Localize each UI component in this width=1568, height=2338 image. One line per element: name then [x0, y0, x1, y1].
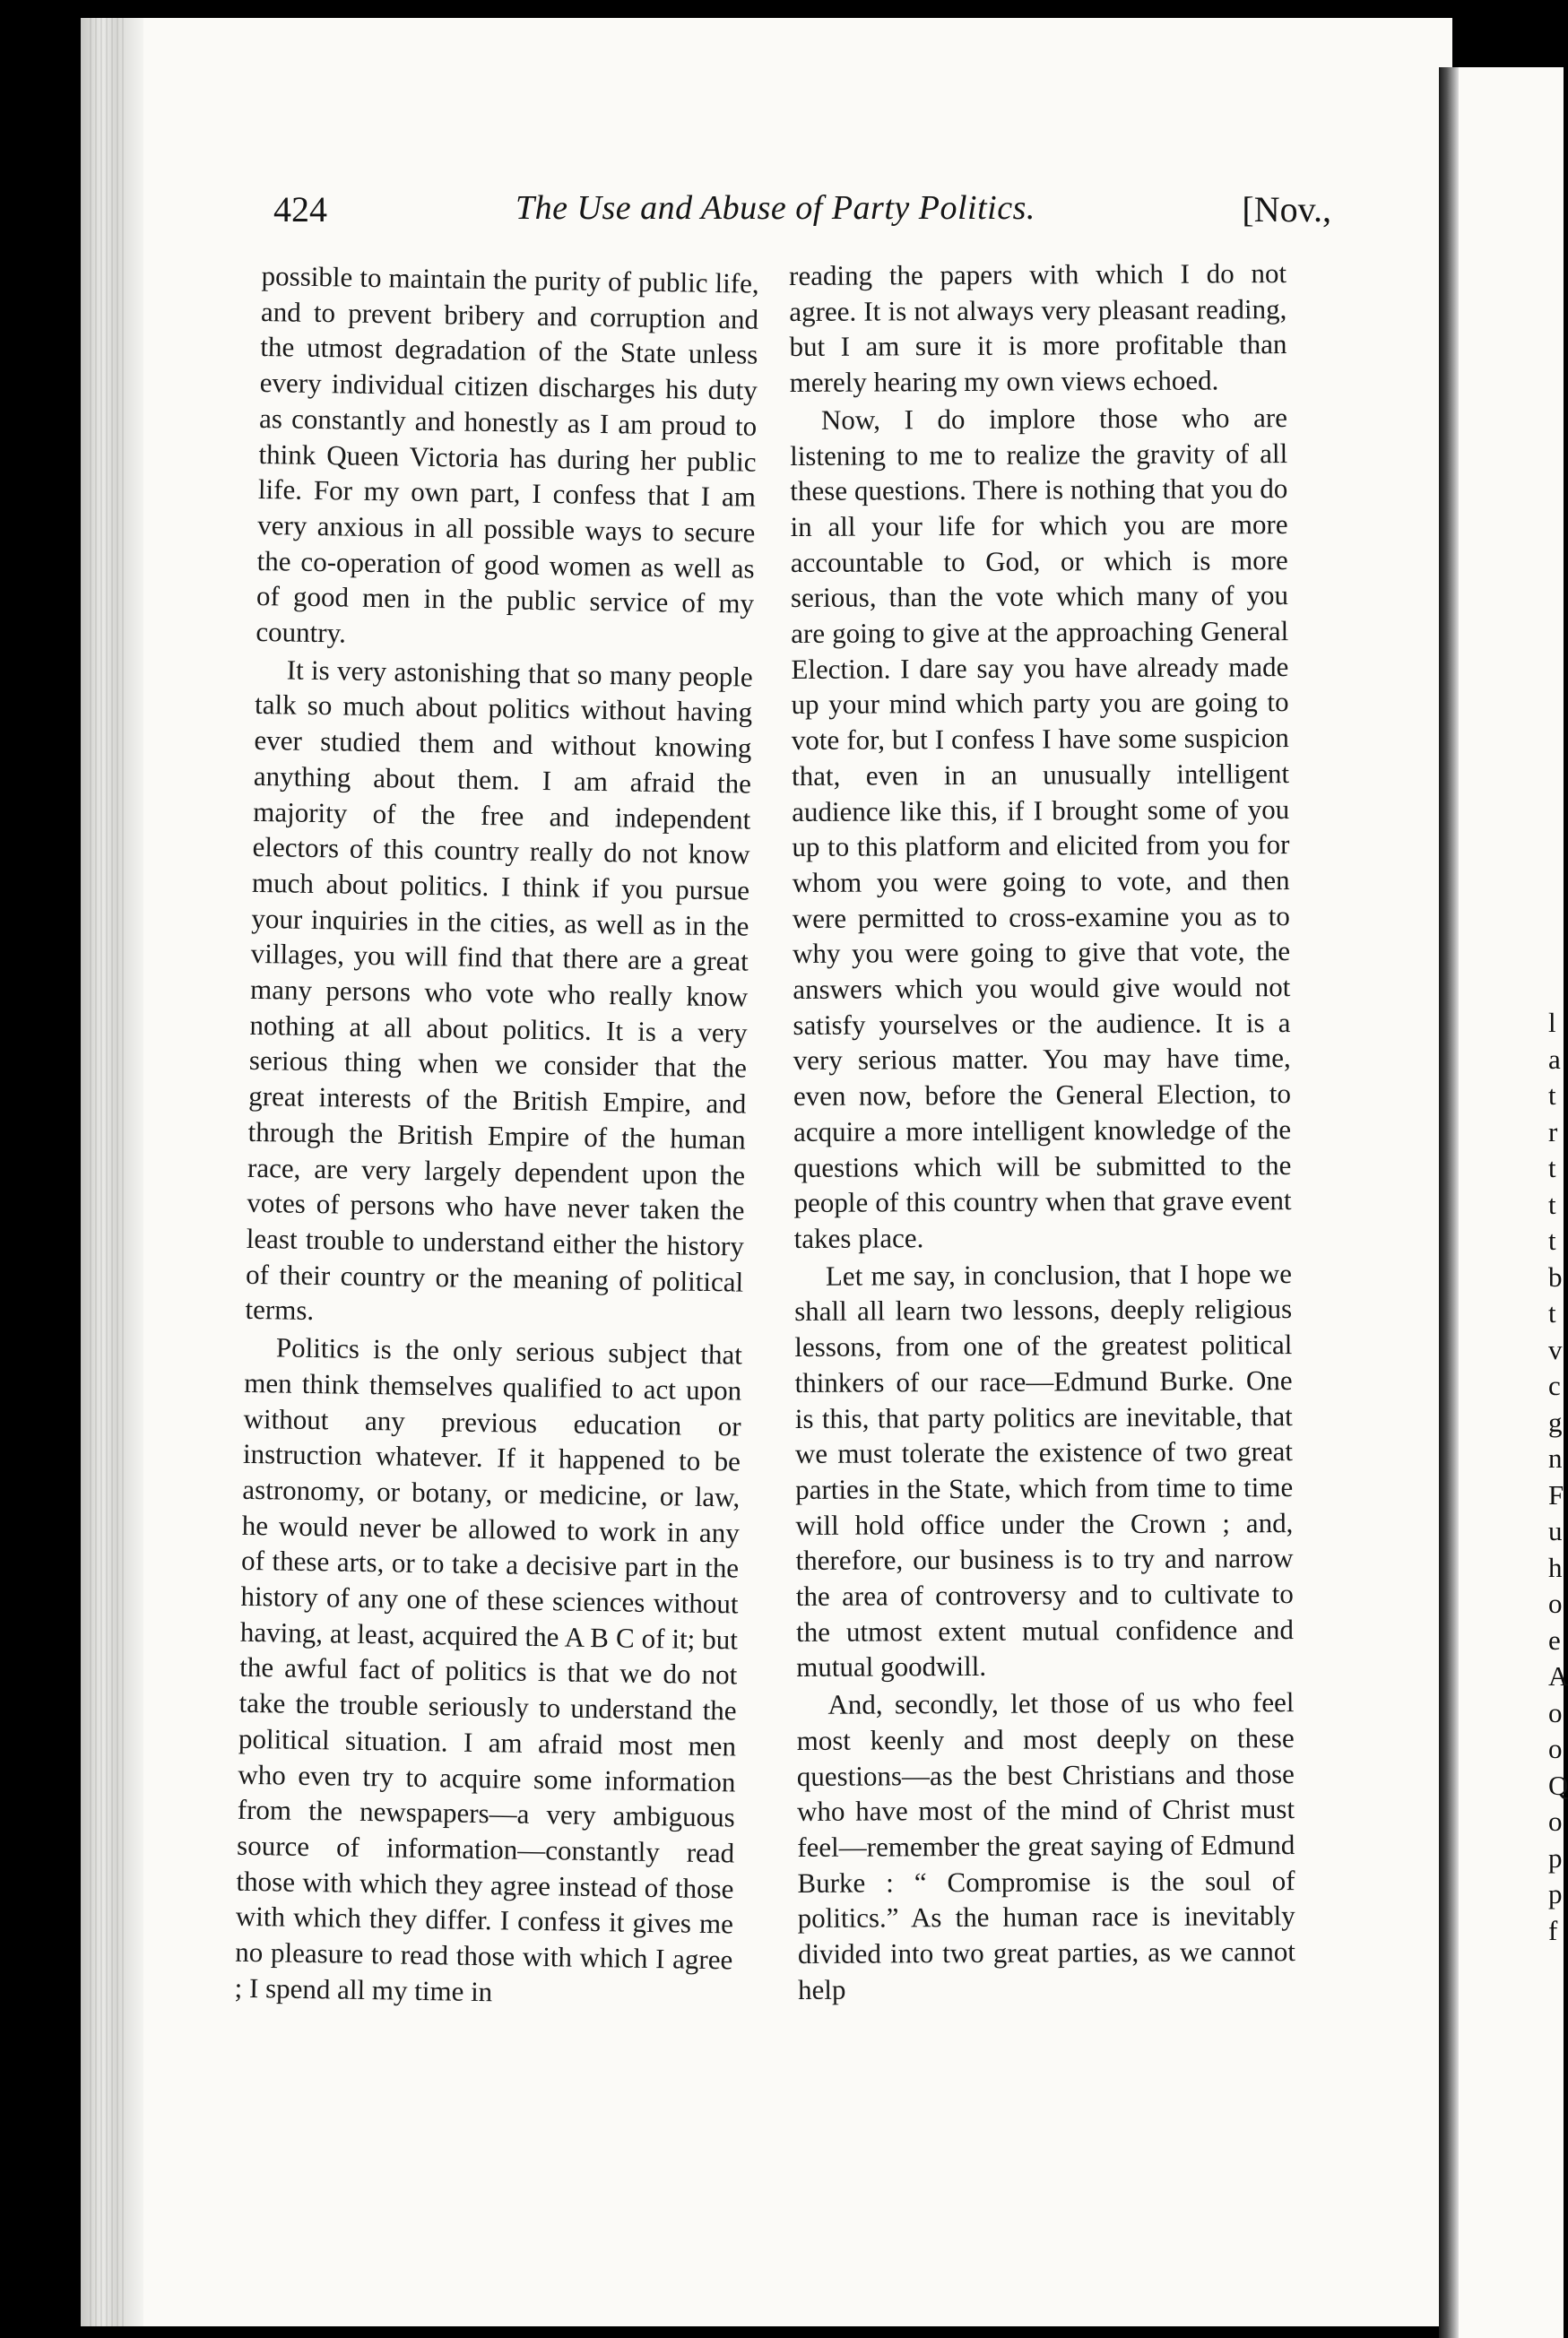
page-number: 424: [273, 189, 327, 229]
left-text-column: [234, 258, 759, 2013]
running-title: The Use and Abuse of Party Politics.: [515, 189, 1035, 227]
facing-page-letter: h: [1548, 1551, 1563, 1583]
facing-page-letter: l: [1548, 1007, 1556, 1038]
issue-month: [Nov.,: [1242, 189, 1331, 229]
facing-page-letter: b: [1548, 1260, 1563, 1293]
facing-page-letter: p: [1548, 1841, 1563, 1874]
facing-page-letter: v: [1548, 1333, 1563, 1365]
facing-page-letter: r: [1548, 1115, 1558, 1147]
paragraph: Now, I do implore those who are listening to me to realize the gravity of all these questions. There is nothing that you do in all your life for which you are more accountable to God, or which is more serious, than the vote which many of you are going to give at the approaching General Election. I dare say you have already made up your mind which party you are going to vote for, but I confess I have some suspicion that, even in an unusually intelligent audience like this, if I brought some of you up to this platform and elicited from you for whom you were going to vote, and then were permitted to cross-examine you as to why you were going to give that vote, the answers which you would give would not satisfy yourselves or the audience. It is a very serious matter. You may have time, even now, before the General Election, to acquire a more intelligent knowledge of the questions which will be submitted to the people of this country when that grave event takes place.: [790, 401, 1292, 1254]
paragraph: It is very astonishing that so many people talk so much about politics without having ever studied them and without knowing anything about them. I am afraid the majority of the free and independent electors of this country really do not know much about politics. I think if you pursue your inquiries in the cities, as well as in the villages, you will find that there are a great many persons who vote who really know nothing at all about politics. It is a very serious thing when we consider that the great interests of the British Empire, and through the British Empire of the human race, are very largely dependent upon the votes of persons who have never taken the least trouble to understand either the history of their country or the meaning of political terms.: [245, 654, 754, 1327]
facing-page-letter: Q: [1548, 1769, 1568, 1801]
facing-page-letter: o: [1548, 1805, 1563, 1837]
paragraph: possible to maintain the purity of public life, and to prevent bribery and corruption and the utmost degradation of the State unless every individual citizen discharges his duty as constantly and honestly as I am proud to think Queen Victoria has during her public life. For my own part, I confess that I am very anxious in all possible ways to secure the co-operation of good women as well as of good men in the public service of my country.: [256, 259, 759, 649]
right-text-column: [789, 255, 1295, 2007]
facing-page-letter: t: [1548, 1297, 1556, 1329]
facing-page-letter: o: [1548, 1588, 1563, 1619]
facing-page-letter: o: [1548, 1733, 1563, 1764]
facing-page-edge: [1439, 67, 1459, 2338]
facing-page-letter: e: [1548, 1624, 1561, 1656]
facing-page-letter: t: [1548, 1152, 1556, 1183]
facing-page-letter: o: [1548, 1696, 1563, 1728]
facing-page-letter: n: [1548, 1442, 1563, 1474]
facing-page-letter: t: [1548, 1225, 1556, 1256]
facing-page-letter: A: [1548, 1660, 1568, 1692]
gutter-shading: [90, 18, 126, 2326]
facing-page-letter: u: [1548, 1515, 1563, 1546]
facing-page-letter: t: [1548, 1079, 1556, 1111]
paragraph: Politics is the only serious subject that men think themselves qualified to act upon without any previous education or instruction whatever. If it happened to be astronomy, or botany, or medicine, or law, he would never be allowed to work in any of these arts, or to take a decisive part in the history of any one of these sciences without having, at least, acquired the A B C of it; but the awful fact of politics is that we do not take the trouble seriously to understand the political situation. I am afraid most men who even try to acquire some information from the newspapers—a very ambiguous source of information—constantly read those with which they agree instead of those with which they differ. I confess it gives me no pleasure to read those with which I agree ; I spend all my time in: [234, 1331, 743, 2008]
running-header: [273, 188, 1331, 233]
facing-page-letter: f: [1548, 1914, 1558, 1946]
facing-page-letter: c: [1548, 1370, 1561, 1401]
paragraph: reading the papers with which I do not agree. It is not always very pleasant reading, but I am sure it is more profitable than merely hearing my own views echoed.: [789, 257, 1287, 399]
paragraph: And, secondly, let those of us who feel most keenly and most deeply on these questions—as the best Christians and those who have most of the mind of Christ must feel—remember the great saying of Edmund Burke : “ Compromise is the soul of politics.” As the human race is inevitably divided into two great parties, as we cannot help: [796, 1686, 1295, 2005]
facing-page-letter: F: [1548, 1478, 1564, 1511]
facing-page-letter: p: [1548, 1878, 1563, 1909]
facing-page-letter: t: [1548, 1188, 1556, 1220]
facing-page-letter: a: [1548, 1043, 1561, 1075]
paragraph: Let me say, in conclusion, that I hope we shall all learn two lessons, deeply religious lessons, from one of the greatest political thinkers of our race—Edmund Burke. One is this, that party politics are inevitable, that we must tolerate the existence of two great parties in the State, which from time to time will hold office under the Crown ; and, therefore, our business is to try and narrow the area of controversy and to cultivate to the utmost extent mutual confidence and mutual goodwill.: [794, 1257, 1295, 1684]
facing-page-letter: g: [1548, 1406, 1563, 1438]
